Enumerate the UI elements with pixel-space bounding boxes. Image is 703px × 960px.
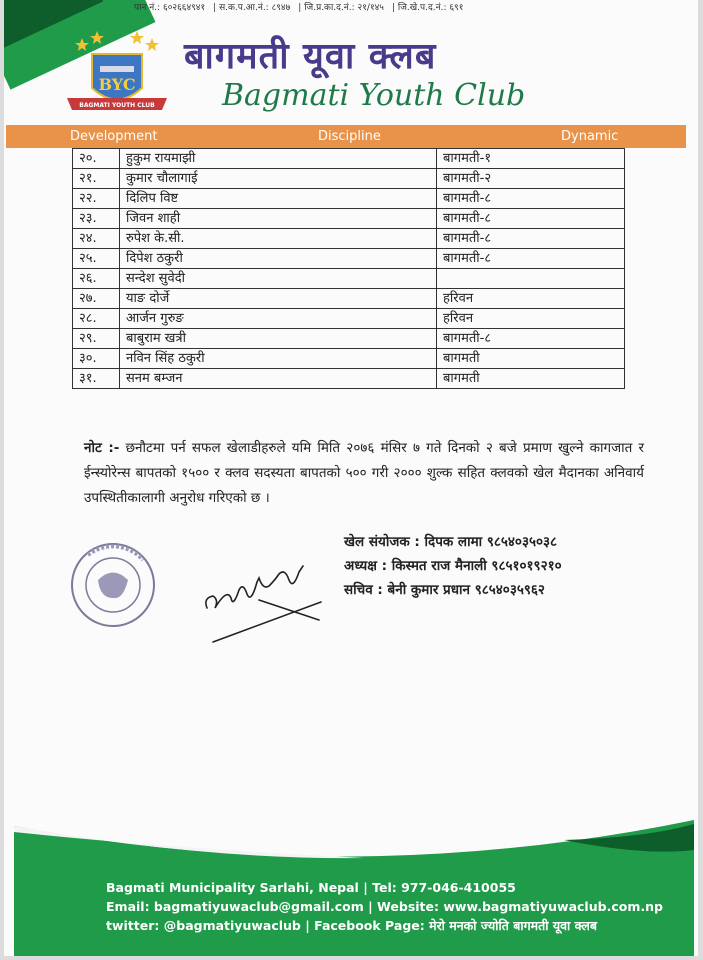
- player-number: २१.: [73, 169, 120, 189]
- club-seal-icon: [68, 540, 158, 630]
- logo-ribbon-text: BAGMATI YOUTH CLUB: [79, 102, 155, 109]
- player-address: बागमती-८: [437, 189, 625, 209]
- player-name: दिलिप विष्ट: [120, 189, 437, 209]
- player-name: बाबुराम खत्री: [120, 329, 437, 349]
- player-name: सनम बम्जन: [120, 369, 437, 389]
- player-address: बागमती-८: [437, 249, 625, 269]
- roster-row: [73, 249, 625, 269]
- player-name: कुमार चौलागाई: [120, 169, 437, 189]
- roster-row: [73, 149, 625, 169]
- notice-paragraph: [84, 436, 644, 511]
- registration-number: स.क.प.आ.नं.: ८९४७: [219, 3, 291, 13]
- club-title-english: Bagmati Youth Club: [222, 78, 526, 113]
- player-address: बागमती-८: [437, 209, 625, 229]
- player-address: बागमती: [437, 349, 625, 369]
- player-name: नविन सिंह ठकुरी: [120, 349, 437, 369]
- notice-label: नोट :-: [84, 440, 120, 456]
- player-name: आर्जन गुरुङ: [120, 309, 437, 329]
- signature-icon: [199, 560, 334, 650]
- player-address: [437, 269, 625, 289]
- district-registration: जि.प्र.का.द.नं.: २१/१४५: [304, 3, 384, 13]
- roster-row: [73, 309, 625, 329]
- letterhead-page: [4, 0, 698, 956]
- player-name: सन्देश सुवेदी: [120, 269, 437, 289]
- notice-text: छनौटमा पर्न सफल खेलाडीहरुले यमि मिति २०७६ मंसिर ७ गते दिनको २ बजे प्रमाण खुल्ने कागजात र ईन्स्योरेन्स बापतको १५०० र क्लव सदस्यता बापतको ५०० गरी २००० शुल्क सहित क्लवको खेल मैदानका अनिवार्य उपस्थितीकालागी अनुरोध गरिएको छ ।: [84, 440, 644, 506]
- sports-registration: जि.खे.प.द.नं.: ६९१: [397, 3, 464, 13]
- tagline-development: Development: [70, 129, 158, 144]
- club-logo-icon: [62, 26, 172, 126]
- player-number: २८.: [73, 309, 120, 329]
- roster-row: [73, 189, 625, 209]
- pan-number: पान नं.: ६०२६६४९४१: [134, 3, 206, 13]
- player-name: रुपेश के.सी.: [120, 229, 437, 249]
- tagline-dynamic: Dynamic: [561, 129, 619, 144]
- footer-contact: [106, 878, 663, 935]
- player-number: ३१.: [73, 369, 120, 389]
- logo-text: BYC: [98, 75, 136, 94]
- roster-row: [73, 269, 625, 289]
- player-number: २०.: [73, 149, 120, 169]
- player-number: २५.: [73, 249, 120, 269]
- footer-email-website: Email: bagmatiyuwaclub@gmail.com | Website: www.bagmatiyuwaclub.com.np: [106, 899, 663, 914]
- roster-row: [73, 329, 625, 349]
- player-name: दिपेश ठकुरी: [120, 249, 437, 269]
- footer: [4, 820, 698, 956]
- player-address: बागमती-८: [437, 329, 625, 349]
- player-address: बागमती-८: [437, 229, 625, 249]
- club-title-nepali: बागमती यूवा क्लब: [184, 35, 437, 77]
- tagline-discipline: Discipline: [318, 129, 381, 144]
- official-coordinator: खेल संयोजक : दिपक लामा ९८५४०३५०३८: [344, 534, 558, 550]
- officials-list: [344, 530, 562, 602]
- player-number: २७.: [73, 289, 120, 309]
- roster-row: [73, 289, 625, 309]
- player-name: हुकुम रायमाझी: [120, 149, 437, 169]
- player-address: बागमती: [437, 369, 625, 389]
- player-roster-table: [72, 148, 625, 389]
- roster-row: [73, 209, 625, 229]
- roster-row: [73, 229, 625, 249]
- player-name: जिवन शाही: [120, 209, 437, 229]
- footer-social: twitter: @bagmatiyuwaclub | Facebook Page: मेरो मनको ज्योति बागमती यूवा क्लब: [106, 918, 598, 933]
- player-name: याङ दोर्जे: [120, 289, 437, 309]
- player-number: २२.: [73, 189, 120, 209]
- player-number: २६.: [73, 269, 120, 289]
- official-president: अध्यक्ष : किस्मत राज मैनाली ९८५१०१९२१०: [344, 558, 562, 574]
- registration-bar: पान नं.: ६०२६६४९४१ | स.क.प.आ.नं.: ८९४७ | जि.प्र.का.द.नं.: २१/१४५ | जि.खे.प.द.नं.: ६९१: [134, 3, 464, 13]
- player-address: बागमती-२: [437, 169, 625, 189]
- player-number: ३०.: [73, 349, 120, 369]
- tagline-banner: [6, 125, 686, 148]
- roster-row: [73, 349, 625, 369]
- player-address: बागमती-१: [437, 149, 625, 169]
- player-number: २४.: [73, 229, 120, 249]
- official-secretary: सचिव : बेनी कुमार प्रधान ९८५४०३५९६२: [344, 582, 545, 598]
- roster-row: [73, 169, 625, 189]
- footer-address: Bagmati Municipality Sarlahi, Nepal | Tel: 977-046-410055: [106, 880, 516, 895]
- player-number: २९.: [73, 329, 120, 349]
- player-address: हरिवन: [437, 289, 625, 309]
- player-address: हरिवन: [437, 309, 625, 329]
- roster-row: [73, 369, 625, 389]
- player-number: २३.: [73, 209, 120, 229]
